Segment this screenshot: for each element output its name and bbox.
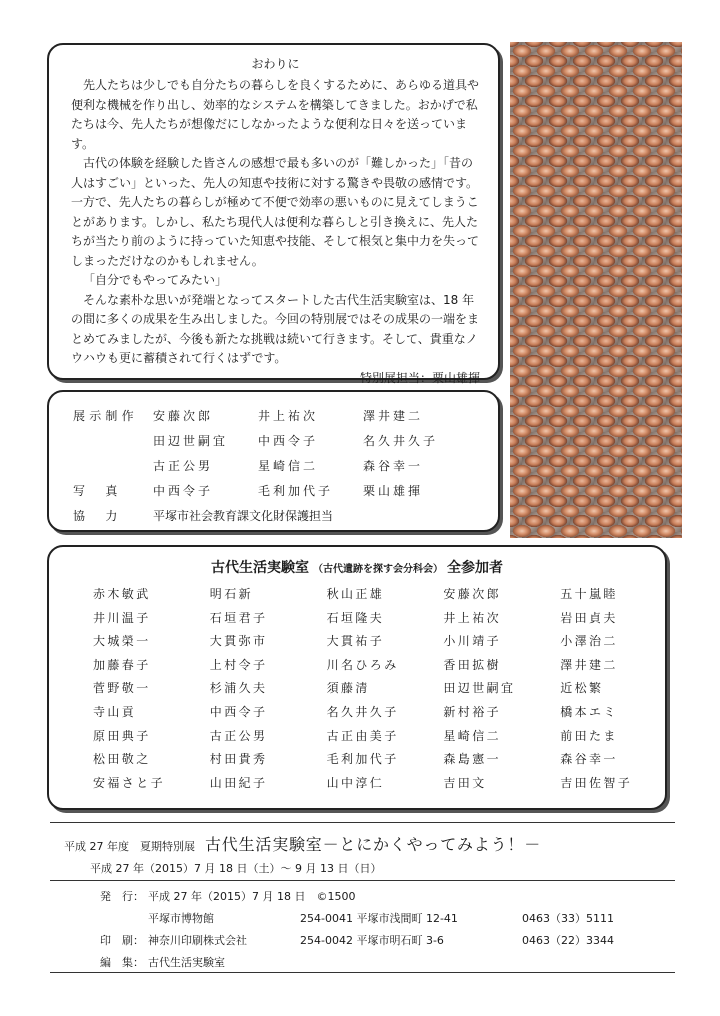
credits-label: 展示制作 — [73, 409, 138, 423]
members-title-tail: 全参加者 — [447, 560, 503, 576]
members-title-main: 古代生活実験室 — [211, 560, 309, 576]
member-name: 五十嵐睦 — [560, 587, 618, 601]
footer-publisher-addr: 254-0041 平塚市浅間町 12-41 — [300, 912, 458, 925]
credits-label: 写 真 — [73, 484, 122, 498]
member-name: 吉田佐智子 — [560, 775, 633, 790]
members-grid — [65, 583, 649, 795]
credits-label: 協 力 — [73, 509, 122, 523]
member-name: 大貫祐子 — [326, 634, 385, 649]
member-name: 杉浦久夫 — [209, 681, 268, 696]
member-name: 新村裕子 — [443, 704, 501, 719]
member-name: 井上祐次 — [443, 610, 501, 625]
footer-editor: 古代生活実験室 — [148, 956, 225, 969]
afterword-signature: 特別展担当：栗山雄揮 — [359, 370, 480, 385]
member-name: 香田拡樹 — [443, 657, 501, 672]
member-name: 近松繁 — [560, 681, 604, 696]
member-name: 赤木敏武 — [93, 587, 151, 601]
credits-name: 澤井建二 — [363, 409, 424, 423]
footer-issue-label: 発 行： — [100, 890, 144, 903]
member-name: 松田敬之 — [93, 752, 151, 767]
member-name: 明石新 — [209, 587, 253, 601]
credits-box — [47, 390, 500, 532]
member-name: 森谷幸一 — [560, 752, 618, 767]
footer-dates: 平成 27 年（2015）7 月 18 日（土）～ 9 月 13 日（日） — [90, 862, 382, 875]
footer-edit-label: 編 集： — [100, 956, 144, 969]
footer-printer-addr: 254-0042 平塚市明石町 3-6 — [300, 934, 444, 947]
credits-row — [73, 479, 478, 504]
credits-name: 安藤次郎 — [153, 409, 214, 423]
footer-year-label: 平成 27 年度 夏期特別展 — [64, 840, 195, 853]
member-name: 秋山正雄 — [326, 587, 385, 601]
afterword-box — [47, 43, 500, 385]
member-name: 岩田貞夫 — [560, 610, 618, 625]
footer-issue-text: 平成 27 年（2015）7 月 18 日 ©1500 — [148, 890, 356, 903]
footer-rule-top — [50, 822, 675, 823]
member-name: 山中淳仁 — [326, 775, 385, 790]
member-name: 山田紀子 — [209, 775, 268, 790]
member-name: 澤井建二 — [560, 657, 618, 672]
footer-headline — [64, 832, 541, 855]
member-name: 名久井久子 — [326, 704, 399, 719]
credits-name: 中西令子 — [153, 484, 214, 498]
member-name: 森島憲一 — [443, 752, 501, 767]
credits-name: 井上祐次 — [258, 409, 319, 423]
member-name: 安福さと子 — [93, 775, 166, 790]
footer-printer-tel: 0463（22）3344 — [522, 934, 614, 947]
member-name: 吉田文 — [443, 775, 487, 790]
member-name: 上村令子 — [209, 657, 268, 672]
afterword-paragraph: 古代の体験を経験した皆さんの感想で最も多いのが「難しかった」「昔の人はすごい」といった、先人の知恵や技術に対する驚きや畏敬の感情です。一方で、先人たちの暮らしが極めて不便で効率の悪いものに見えてしまうことがあります。しかし、私たち現代人は便利な暮らしと引き換えに、先人たちが当たり前のように持っていた知恵や技能、そして根気と集中力を失ってしまっただけなのかもしれません。 — [71, 156, 480, 268]
member-name: 大城榮一 — [93, 634, 151, 649]
credits-row — [73, 504, 478, 529]
credits-name: 古正公男 — [153, 459, 214, 473]
credits-row — [73, 454, 478, 479]
footer-print-label: 印 刷： — [100, 934, 144, 947]
credits-name: 栗山雄揮 — [363, 484, 424, 498]
members-box — [47, 545, 667, 810]
credits-name: 毛利加代子 — [258, 484, 334, 498]
member-name: 小澤治二 — [560, 634, 618, 649]
member-name: 田辺世嗣宜 — [443, 681, 516, 696]
afterword-quote: 「自分でもやってみたい」 — [83, 273, 228, 287]
afterword-title: おわりに — [251, 57, 300, 71]
afterword-paragraph: 先人たちは少しでも自分たちの暮らしを良くするために、あらゆる道具や便利な機械を作り出し、効率的なシステムを構築してきました。おかげで私たちは今、先人たちが想像だにしなかったような便利な日々を送っています。 — [71, 78, 480, 151]
member-name: 加藤春子 — [93, 657, 151, 672]
footer-rule-mid — [50, 880, 675, 881]
member-name: 川名ひろみ — [326, 657, 399, 672]
credits-row — [73, 429, 478, 454]
member-name: 中西令子 — [209, 704, 268, 719]
credits-label — [73, 429, 153, 454]
credits-name: 平塚市社会教育課文化財保護担当 — [153, 509, 334, 523]
footer-publisher: 平塚市博物館 — [148, 912, 214, 925]
footer-rule-bottom — [50, 972, 675, 973]
member-name: 井川温子 — [93, 610, 151, 625]
member-name: 原田典子 — [93, 728, 151, 743]
credits-name: 星崎信二 — [258, 459, 319, 473]
decorative-pattern — [510, 42, 682, 538]
footer-exhibit-title: 古代生活実験室－とにかくやってみよう！－ — [205, 835, 542, 854]
members-title — [65, 557, 649, 577]
member-name: 古正公男 — [209, 728, 268, 743]
footer-printer: 神奈川印刷株式会社 — [148, 934, 247, 947]
member-name: 安藤次郎 — [443, 587, 501, 601]
credits-name: 田辺世嗣宜 — [153, 434, 229, 448]
members-title-sub: （古代遺跡を探す会分科会） — [313, 564, 443, 575]
member-name: 大貫弥市 — [209, 634, 268, 649]
footer-publisher-tel: 0463（33）5111 — [522, 912, 614, 925]
member-name: 村田貴秀 — [209, 752, 268, 767]
credits-name: 森谷幸一 — [363, 459, 424, 473]
member-name: 小川靖子 — [443, 634, 501, 649]
member-name: 石垣君子 — [209, 610, 268, 625]
member-name: 前田たま — [560, 728, 618, 743]
member-name: 須藤清 — [326, 681, 370, 696]
credits-name: 名久井久子 — [363, 434, 439, 448]
credits-row — [73, 404, 478, 429]
credits-name: 中西令子 — [258, 434, 319, 448]
credits-label — [73, 454, 153, 479]
member-name: 毛利加代子 — [326, 752, 399, 767]
member-name: 寺山貢 — [93, 704, 137, 719]
member-name: 古正由美子 — [326, 728, 399, 743]
afterword-paragraph: そんな素朴な思いが発端となってスタートした古代生活実験室は、18 年の間に多くの成果を生み出しました。今回の特別展ではその成果の一端をまとめてみましたが、今後も新たな挑戦は続いて行きます。そして、貴重なノウハウも更に蓄積されて行くはずです。 — [71, 292, 480, 365]
member-name: 星崎信二 — [443, 728, 501, 743]
member-name: 橋本エミ — [560, 704, 618, 719]
member-name: 菅野敬一 — [93, 681, 151, 696]
member-name: 石垣隆夫 — [326, 610, 385, 625]
